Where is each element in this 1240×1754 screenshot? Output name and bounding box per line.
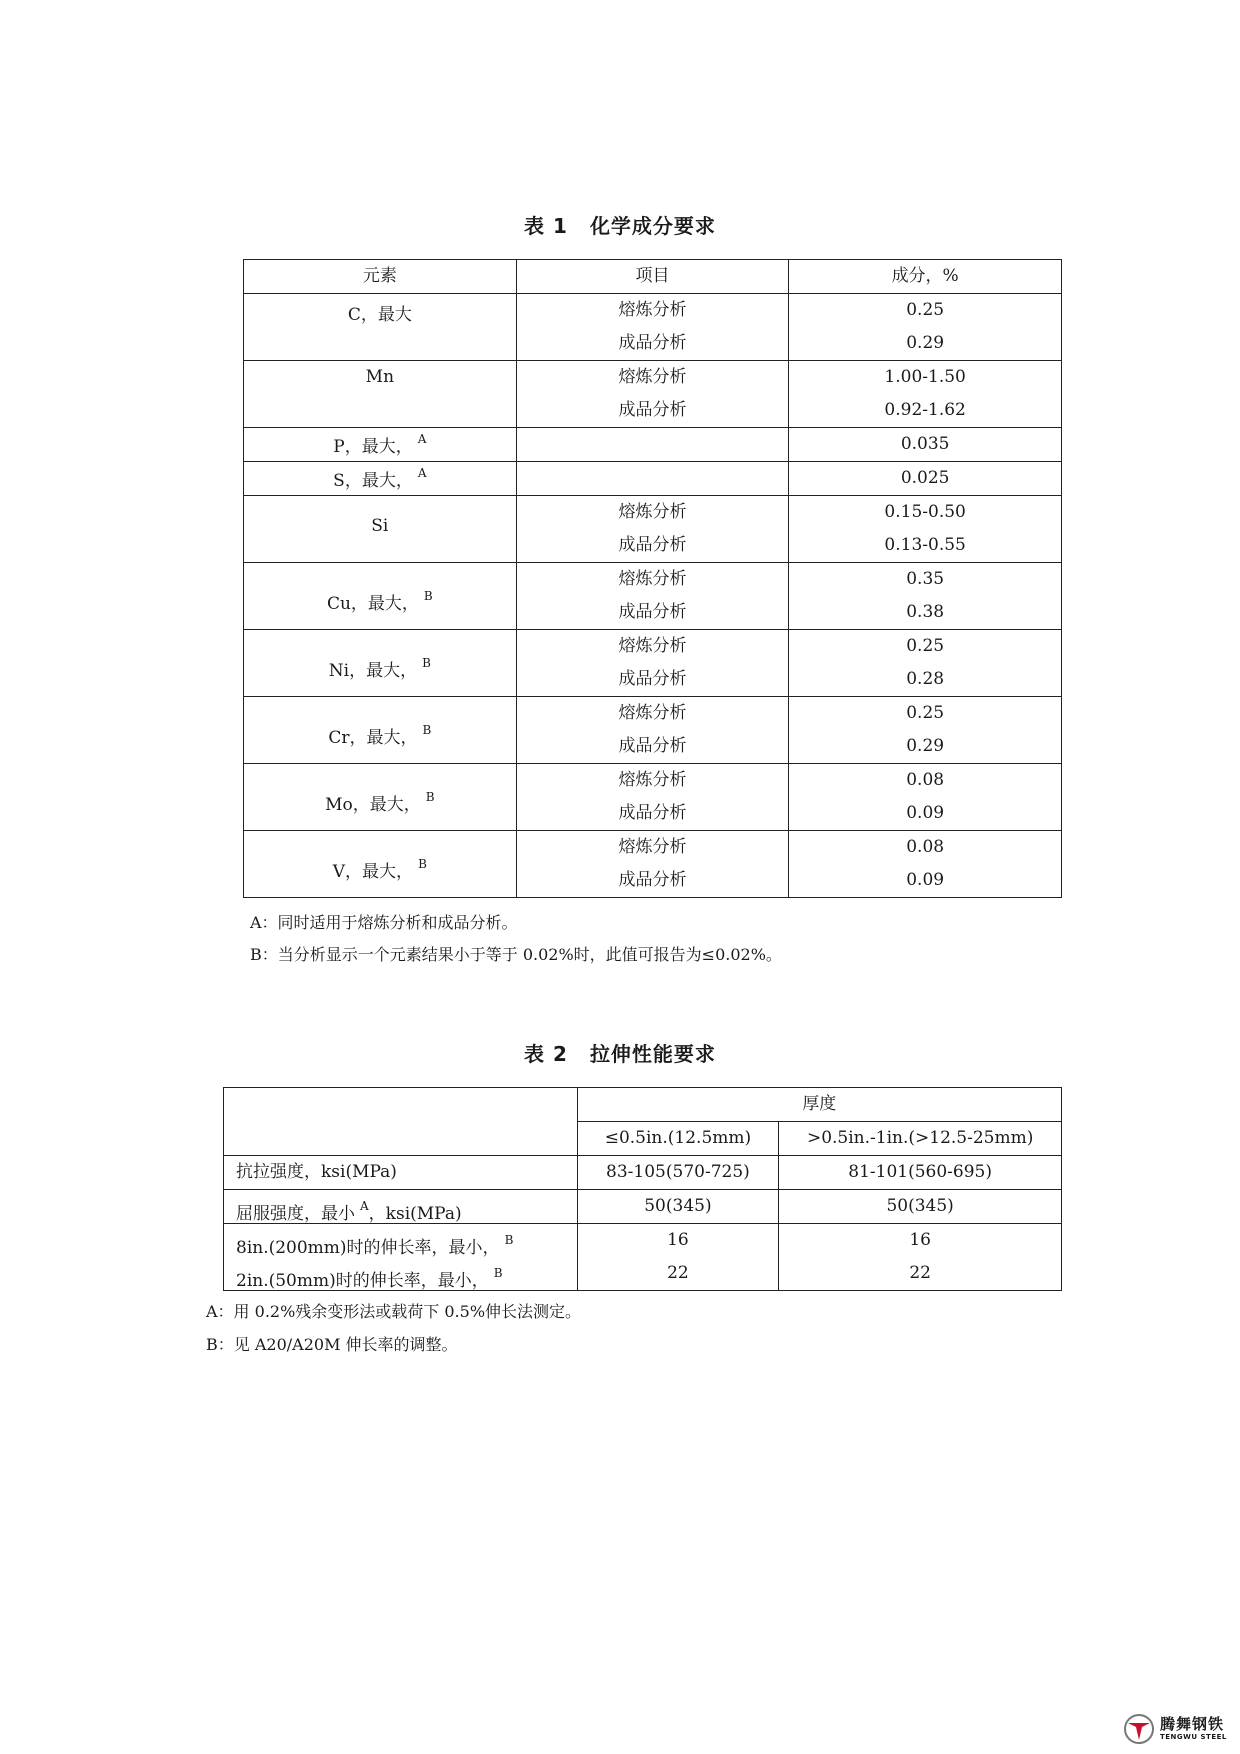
item-cell bbox=[516, 831, 789, 898]
composition-value: 0.35 bbox=[906, 569, 945, 589]
elongation-value: 16 bbox=[667, 1230, 689, 1250]
value-cell bbox=[789, 764, 1062, 831]
composition-value: 0.29 bbox=[906, 736, 945, 756]
item-label: 成品分析 bbox=[618, 870, 687, 890]
table1-note-b: B：当分析显示一个元素结果小于等于 0.02%时，此值可报告为≤0.02%。 bbox=[250, 945, 782, 964]
element-cell bbox=[244, 428, 517, 462]
item-label: 成品分析 bbox=[618, 333, 687, 353]
item-cell bbox=[516, 294, 789, 361]
item-label: 成品分析 bbox=[618, 803, 687, 823]
table-row bbox=[244, 496, 1062, 563]
property-label bbox=[236, 1224, 577, 1257]
footnote-marker: B bbox=[493, 1266, 503, 1280]
composition-value: 1.00-1.50 bbox=[884, 367, 966, 387]
composition-value: 0.29 bbox=[906, 333, 945, 353]
property-name: 2in.(50mm)时的伸长率，最小， bbox=[236, 1271, 489, 1291]
item-label: 成品分析 bbox=[618, 602, 687, 622]
element-cell bbox=[244, 496, 517, 563]
item-cell bbox=[516, 496, 789, 563]
header-row bbox=[244, 260, 1062, 294]
table1-caption-text: 化学成分要求 bbox=[589, 214, 716, 238]
footnote-marker: A bbox=[417, 466, 427, 480]
item-label: 熔炼分析 bbox=[618, 367, 687, 387]
property-cell bbox=[224, 1190, 578, 1224]
table-row bbox=[244, 428, 1062, 462]
group-header-row bbox=[224, 1088, 1062, 1122]
property-name: 抗拉强度，ksi(MPa) bbox=[236, 1162, 397, 1182]
item-cell bbox=[516, 462, 789, 496]
property-value: 50(345) bbox=[779, 1190, 1062, 1224]
footnote-marker: B bbox=[425, 790, 435, 804]
composition-value: 0.09 bbox=[906, 870, 945, 890]
element-cell bbox=[244, 294, 517, 361]
item-label: 熔炼分析 bbox=[618, 300, 687, 320]
footnote-marker: A bbox=[417, 432, 427, 446]
element-label: Mn bbox=[365, 367, 395, 387]
table2-caption-number: 表 2 bbox=[524, 1042, 568, 1066]
property-value: 81-101(560-695) bbox=[779, 1156, 1062, 1190]
item-cell bbox=[516, 697, 789, 764]
composition-value: 0.28 bbox=[906, 669, 945, 689]
table2-caption-text: 拉伸性能要求 bbox=[589, 1042, 716, 1066]
table-row bbox=[224, 1224, 1062, 1291]
tengwu-logo-icon bbox=[1122, 1712, 1156, 1746]
elongation-value: 22 bbox=[909, 1263, 931, 1283]
composition-value: 0.38 bbox=[906, 602, 945, 622]
table-row bbox=[244, 630, 1062, 697]
item-label: 熔炼分析 bbox=[618, 770, 687, 790]
footnote-marker: B bbox=[423, 589, 433, 603]
item-label: 熔炼分析 bbox=[618, 636, 687, 656]
column-header: 项目 bbox=[516, 260, 789, 294]
footnote-marker: B bbox=[504, 1233, 514, 1247]
table-row bbox=[244, 294, 1062, 361]
item-label bbox=[517, 462, 789, 495]
item-cell bbox=[516, 361, 789, 428]
element-cell bbox=[244, 361, 517, 428]
element-label: Cu，最大， bbox=[326, 594, 419, 614]
item-cell bbox=[516, 630, 789, 697]
item-label: 熔炼分析 bbox=[618, 837, 687, 857]
property-name: 屈服强度，最小 bbox=[236, 1204, 355, 1224]
item-label: 熔炼分析 bbox=[618, 703, 687, 723]
property-name: 8in.(200mm)时的伸长率，最小， bbox=[236, 1238, 500, 1258]
elongation-cell bbox=[224, 1224, 578, 1291]
property-cell bbox=[224, 1156, 578, 1190]
table-row bbox=[224, 1156, 1062, 1190]
property-label bbox=[236, 1156, 577, 1189]
composition-value: 0.25 bbox=[906, 300, 945, 320]
element-cell bbox=[244, 831, 517, 898]
footnote-marker: B bbox=[418, 857, 427, 871]
elongation-value-cell bbox=[779, 1224, 1062, 1291]
value-cell bbox=[789, 462, 1062, 496]
element-label: S，最大， bbox=[333, 471, 413, 491]
value-cell bbox=[789, 563, 1062, 630]
footnote-marker: A bbox=[360, 1199, 369, 1213]
property-value: 83-105(570-725) bbox=[577, 1156, 779, 1190]
element-label: Si bbox=[371, 516, 389, 536]
table-row bbox=[244, 462, 1062, 496]
table-row bbox=[224, 1190, 1062, 1224]
element-label: Ni，最大， bbox=[328, 661, 418, 681]
element-label: C，最大 bbox=[347, 305, 412, 325]
item-label: 成品分析 bbox=[618, 535, 687, 555]
property-label bbox=[236, 1257, 577, 1290]
value-cell bbox=[789, 697, 1062, 764]
item-cell bbox=[516, 428, 789, 462]
element-label: Mo，最大， bbox=[325, 795, 421, 815]
item-label: 熔炼分析 bbox=[618, 502, 687, 522]
logo-text: 腾舞钢铁 bbox=[1160, 1715, 1225, 1733]
composition-value: 0.09 bbox=[906, 803, 945, 823]
composition-value: 0.25 bbox=[906, 703, 945, 723]
item-label: 成品分析 bbox=[618, 736, 687, 756]
table2-caption bbox=[0, 1038, 1240, 1067]
thickness-group-header: 厚度 bbox=[577, 1088, 1061, 1122]
item-label: 成品分析 bbox=[618, 669, 687, 689]
table-row bbox=[244, 563, 1062, 630]
thickness-column-header: >0.5in.-1in.(>12.5-25mm) bbox=[779, 1122, 1062, 1156]
table-row bbox=[244, 831, 1062, 898]
element-label: Cr，最大， bbox=[328, 728, 418, 748]
item-label: 熔炼分析 bbox=[618, 569, 687, 589]
item-cell bbox=[516, 764, 789, 831]
table-row bbox=[244, 697, 1062, 764]
composition-value: 0.25 bbox=[906, 636, 945, 656]
elongation-value: 16 bbox=[909, 1230, 931, 1250]
composition-value: 0.13-0.55 bbox=[884, 535, 966, 555]
chemical-composition-table bbox=[243, 259, 1062, 898]
table2-note-a: A：用 0.2%残余变形法或载荷下 0.5%伸长法测定。 bbox=[206, 1302, 582, 1321]
element-cell bbox=[244, 462, 517, 496]
blank-header-cell bbox=[224, 1088, 578, 1156]
thickness-column-header: ≤0.5in.(12.5mm) bbox=[577, 1122, 779, 1156]
value-cell bbox=[789, 428, 1062, 462]
property-value: 50(345) bbox=[577, 1190, 779, 1224]
element-label: P，最大， bbox=[333, 437, 413, 457]
value-cell bbox=[789, 294, 1062, 361]
element-cell bbox=[244, 697, 517, 764]
composition-value: 0.035 bbox=[900, 434, 950, 454]
property-unit: ，ksi(MPa) bbox=[368, 1204, 462, 1224]
item-cell bbox=[516, 563, 789, 630]
table-row bbox=[244, 361, 1062, 428]
logo-subtext: TENGWU STEEL bbox=[1160, 1733, 1227, 1741]
column-header: 成分，% bbox=[789, 260, 1062, 294]
composition-value: 0.08 bbox=[906, 837, 945, 857]
value-cell bbox=[789, 496, 1062, 563]
table1-caption bbox=[0, 210, 1240, 239]
item-label: 成品分析 bbox=[618, 400, 687, 420]
composition-value: 0.15-0.50 bbox=[884, 502, 966, 522]
composition-value: 0.92-1.62 bbox=[884, 400, 966, 420]
tengwu-logo bbox=[1122, 1712, 1232, 1746]
elongation-value-cell bbox=[577, 1224, 779, 1291]
element-cell bbox=[244, 764, 517, 831]
table2-note-b: B：见 A20/A20M 伸长率的调整。 bbox=[206, 1335, 458, 1354]
value-cell bbox=[789, 630, 1062, 697]
table1-note-a: A：同时适用于熔炼分析和成品分析。 bbox=[250, 913, 518, 932]
property-label bbox=[236, 1190, 577, 1223]
value-cell bbox=[789, 831, 1062, 898]
tensile-requirements-table bbox=[223, 1087, 1062, 1291]
value-cell bbox=[789, 361, 1062, 428]
footnote-marker: B bbox=[422, 656, 431, 670]
footnote-marker: B bbox=[422, 723, 432, 737]
table-row bbox=[244, 764, 1062, 831]
element-cell bbox=[244, 563, 517, 630]
element-label: V，最大， bbox=[332, 862, 414, 882]
item-label bbox=[517, 428, 789, 461]
column-header: 元素 bbox=[244, 260, 517, 294]
composition-value: 0.025 bbox=[900, 468, 950, 488]
elongation-value: 22 bbox=[667, 1263, 689, 1283]
table1-caption-number: 表 1 bbox=[524, 214, 568, 238]
composition-value: 0.08 bbox=[906, 770, 945, 790]
element-cell bbox=[244, 630, 517, 697]
